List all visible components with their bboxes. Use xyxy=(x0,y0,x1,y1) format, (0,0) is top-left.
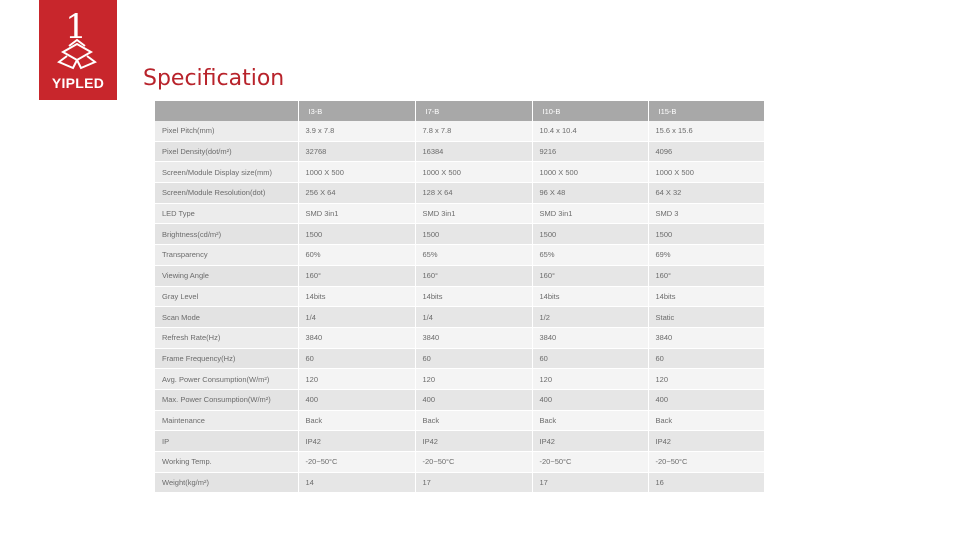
value-cell: 14bits xyxy=(415,286,532,307)
value-cell: 16384 xyxy=(415,141,532,162)
value-cell: 16 xyxy=(648,472,764,493)
value-cell: 400 xyxy=(298,389,415,410)
value-cell: 60 xyxy=(415,348,532,369)
value-cell: 4096 xyxy=(648,141,764,162)
row-label-cell: IP xyxy=(155,431,298,452)
value-cell: 3840 xyxy=(415,327,532,348)
value-cell: 15.6 x 15.6 xyxy=(648,121,764,141)
value-cell: Back xyxy=(532,410,648,431)
row-label-cell: Scan Mode xyxy=(155,307,298,328)
table-row xyxy=(155,183,764,204)
value-cell: 1500 xyxy=(648,224,764,245)
row-label-cell: Gray Level xyxy=(155,286,298,307)
table-row xyxy=(155,203,764,224)
row-label-cell: Transparency xyxy=(155,245,298,266)
table-row xyxy=(155,431,764,452)
value-cell: IP42 xyxy=(648,431,764,452)
row-label-cell: Working Temp. xyxy=(155,452,298,473)
value-cell: 60% xyxy=(298,245,415,266)
specification-table xyxy=(155,101,764,493)
value-cell: Back xyxy=(298,410,415,431)
value-cell: IP42 xyxy=(298,431,415,452)
table-row xyxy=(155,141,764,162)
row-label-cell: Pixel Density(dot/m²) xyxy=(155,141,298,162)
value-cell: 1/4 xyxy=(298,307,415,328)
table-row xyxy=(155,472,764,493)
value-cell: SMD 3in1 xyxy=(532,203,648,224)
value-cell: 120 xyxy=(648,369,764,390)
value-cell: -20~50°C xyxy=(415,452,532,473)
value-cell: 120 xyxy=(415,369,532,390)
value-cell: 3.9 x 7.8 xyxy=(298,121,415,141)
value-cell: 96 X 48 xyxy=(532,183,648,204)
value-cell: 17 xyxy=(415,472,532,493)
value-cell: 65% xyxy=(532,245,648,266)
value-cell: 1500 xyxy=(532,224,648,245)
value-cell: IP42 xyxy=(415,431,532,452)
value-cell: 10.4 x 10.4 xyxy=(532,121,648,141)
row-label-cell: Screen/Module Resolution(dot) xyxy=(155,183,298,204)
table-header-row xyxy=(155,101,764,121)
value-cell: 160° xyxy=(532,265,648,286)
value-cell: SMD 3in1 xyxy=(415,203,532,224)
table-row xyxy=(155,224,764,245)
table-body xyxy=(155,121,764,493)
row-label-cell: Refresh Rate(Hz) xyxy=(155,327,298,348)
value-cell: 14bits xyxy=(648,286,764,307)
table-row xyxy=(155,389,764,410)
value-cell: 64 X 32 xyxy=(648,183,764,204)
value-cell: 3840 xyxy=(298,327,415,348)
logo-text: YIPLED xyxy=(51,75,105,91)
header-cell-blank xyxy=(155,101,298,121)
row-label-cell: Weight(kg/m²) xyxy=(155,472,298,493)
value-cell: 400 xyxy=(648,389,764,410)
value-cell: IP42 xyxy=(532,431,648,452)
value-cell: 9216 xyxy=(532,141,648,162)
table-row xyxy=(155,245,764,266)
table-row xyxy=(155,265,764,286)
value-cell: 14bits xyxy=(298,286,415,307)
value-cell: 69% xyxy=(648,245,764,266)
value-cell: Back xyxy=(648,410,764,431)
value-cell: 128 X 64 xyxy=(415,183,532,204)
value-cell: 1/4 xyxy=(415,307,532,328)
value-cell: 60 xyxy=(648,348,764,369)
table-row xyxy=(155,121,764,141)
table-row xyxy=(155,327,764,348)
value-cell: 1500 xyxy=(415,224,532,245)
value-cell: SMD 3 xyxy=(648,203,764,224)
value-cell: 160° xyxy=(298,265,415,286)
row-label-cell: Pixel Pitch(mm) xyxy=(155,121,298,141)
value-cell: -20~50°C xyxy=(532,452,648,473)
header-cell-i15-b: I15-B xyxy=(648,101,764,121)
value-cell: 3840 xyxy=(532,327,648,348)
table-row xyxy=(155,286,764,307)
value-cell: 160° xyxy=(648,265,764,286)
value-cell: 14 xyxy=(298,472,415,493)
page-title: Specification xyxy=(143,66,285,91)
value-cell: 17 xyxy=(532,472,648,493)
value-cell: Static xyxy=(648,307,764,328)
value-cell: 1/2 xyxy=(532,307,648,328)
value-cell: 60 xyxy=(298,348,415,369)
table-row xyxy=(155,307,764,328)
value-cell: 160° xyxy=(415,265,532,286)
row-label-cell: Avg. Power Consumption(W/m²) xyxy=(155,369,298,390)
row-label-cell: Viewing Angle xyxy=(155,265,298,286)
value-cell: 1500 xyxy=(298,224,415,245)
value-cell: 14bits xyxy=(532,286,648,307)
header-cell-i10-b: I10-B xyxy=(532,101,648,121)
value-cell: 1000 X 500 xyxy=(298,162,415,183)
value-cell: 7.8 x 7.8 xyxy=(415,121,532,141)
value-cell: 120 xyxy=(298,369,415,390)
value-cell: 3840 xyxy=(648,327,764,348)
value-cell: 400 xyxy=(415,389,532,410)
svg-text:1: 1 xyxy=(65,7,87,47)
value-cell: -20~50°C xyxy=(298,452,415,473)
value-cell: 32768 xyxy=(298,141,415,162)
value-cell: 1000 X 500 xyxy=(648,162,764,183)
table-row xyxy=(155,162,764,183)
table-row xyxy=(155,410,764,431)
value-cell: Back xyxy=(415,410,532,431)
value-cell: SMD 3in1 xyxy=(298,203,415,224)
row-label-cell: Maintenance xyxy=(155,410,298,431)
row-label-cell: LED Type xyxy=(155,203,298,224)
value-cell: 120 xyxy=(532,369,648,390)
row-label-cell: Max. Power Consumption(W/m²) xyxy=(155,389,298,410)
table-row xyxy=(155,348,764,369)
header-cell-i7-b: I7-B xyxy=(415,101,532,121)
value-cell: 1000 X 500 xyxy=(415,162,532,183)
yipled-logo xyxy=(39,0,117,100)
value-cell: 65% xyxy=(415,245,532,266)
table-row xyxy=(155,452,764,473)
row-label-cell: Frame Frequency(Hz) xyxy=(155,348,298,369)
row-label-cell: Screen/Module Display size(mm) xyxy=(155,162,298,183)
value-cell: 60 xyxy=(532,348,648,369)
header-cell-i3-b: I3-B xyxy=(298,101,415,121)
table-row xyxy=(155,369,764,390)
row-label-cell: Brightness(cd/m²) xyxy=(155,224,298,245)
value-cell: -20~50°C xyxy=(648,452,764,473)
value-cell: 1000 X 500 xyxy=(532,162,648,183)
value-cell: 400 xyxy=(532,389,648,410)
value-cell: 256 X 64 xyxy=(298,183,415,204)
